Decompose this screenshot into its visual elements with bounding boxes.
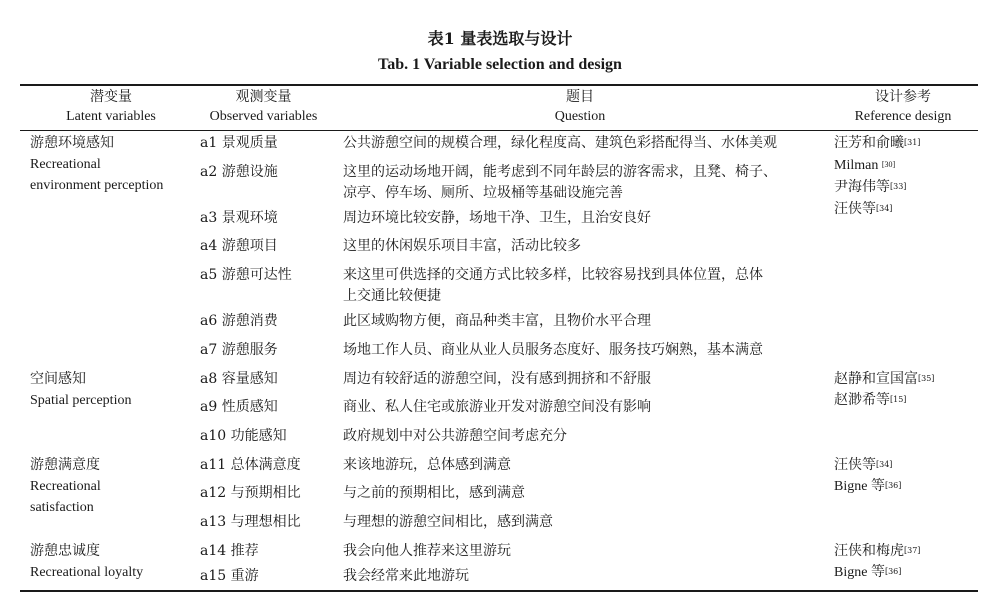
observed-variable: a13 与理想相比 [200,514,301,530]
observed-variable: a11 总体满意度 [200,457,301,473]
header-question: 题目 Question [554,89,606,124]
observed-variable: a12 与预期相比 [200,485,301,501]
observed-variable: a1 景观质量 [200,135,278,151]
header-rule [20,130,978,131]
reference-cite: Bigne 等[36] [834,479,902,494]
observed-variable: a10 功能感知 [200,428,287,444]
latent-group: 空间感知 Spatial perception [30,371,132,408]
header-observed: 观测变量 Observed variables [209,89,318,124]
table-title-en: Tab. 1 Variable selection and design [378,56,622,73]
question-text: 来这里可供选择的交通方式比较多样，比较容易找到具体位置，总体 上交通比较便捷 [343,267,763,304]
header-latent: 潜变量 Latent variables [66,89,156,124]
question-text: 我会经常来此地游玩 [343,568,469,584]
question-text: 此区域购物方便，商品种类丰富，且物价水平合理 [343,313,651,329]
observed-variable: a3 景观环境 [200,210,278,226]
latent-group: 游憩满意度 Recreational satisfaction [30,457,101,515]
question-text: 与理想的游憩空间相比，感到满意 [343,514,553,530]
reference-cite: 汪侠等[34] [834,201,893,217]
latent-group: 游憩忠诚度 Recreational loyalty [30,543,144,580]
latent-group: 游憩环境感知 Recreational environment perception [30,135,164,193]
observed-variable: a9 性质感知 [200,399,278,415]
question-text: 周边环境比较安静，场地干净、卫生，且治安良好 [343,210,651,226]
reference-cite: 赵静和宣国富[35] [834,371,935,387]
observed-variable: a5 游憩可达性 [200,267,292,283]
observed-variable: a8 容量感知 [200,371,278,387]
observed-variable: a14 推荐 [200,543,259,559]
question-text: 公共游憩空间的规模合理，绿化程度高、建筑色彩搭配得当、水体美观 [343,135,777,151]
question-text: 政府规划中对公共游憩空间考虑充分 [343,428,567,444]
reference-cite: Milman [30] [834,158,896,173]
reference-cite: 汪芳和俞曦[31] [834,135,921,151]
observed-variable: a7 游憩服务 [200,342,278,358]
observed-variable: a6 游憩消费 [200,313,278,329]
observed-variable: a4 游憩项目 [200,238,278,254]
reference-cite: 尹海伟等[33] [834,179,907,195]
table-title-cn: 表1 量表选取与设计 [427,29,573,48]
observed-variable: a15 重游 [200,568,259,584]
top-rule [20,84,978,86]
question-text: 这里的运动场地开阔，能考虑到不同年龄层的游客需求，且凳、椅子、 凉亭、停车场、厕所、垃圾桶等基础设施完善 [343,164,777,201]
reference-cite: 汪侠等[34] [834,457,893,473]
reference-cite: Bigne 等[36] [834,565,902,580]
question-text: 我会向他人推荐来这里游玩 [343,543,511,559]
reference-cite: 赵渺希等[15] [834,392,907,408]
question-text: 来该地游玩，总体感到满意 [343,457,511,473]
question-text: 商业、私人住宅或旅游业开发对游憩空间没有影响 [343,399,651,415]
header-reference: 设计参考 Reference design [854,89,952,124]
bottom-rule [20,590,978,592]
question-text: 场地工作人员、商业从业人员服务态度好、服务技巧娴熟，基本满意 [343,342,763,358]
observed-variable: a2 游憩设施 [200,164,278,180]
question-text: 周边有较舒适的游憩空间，没有感到拥挤和不舒服 [343,371,651,387]
question-text: 与之前的预期相比，感到满意 [343,485,525,501]
reference-cite: 汪侠和梅虎[37] [834,543,921,559]
question-text: 这里的休闲娱乐项目丰富，活动比较多 [343,238,581,254]
